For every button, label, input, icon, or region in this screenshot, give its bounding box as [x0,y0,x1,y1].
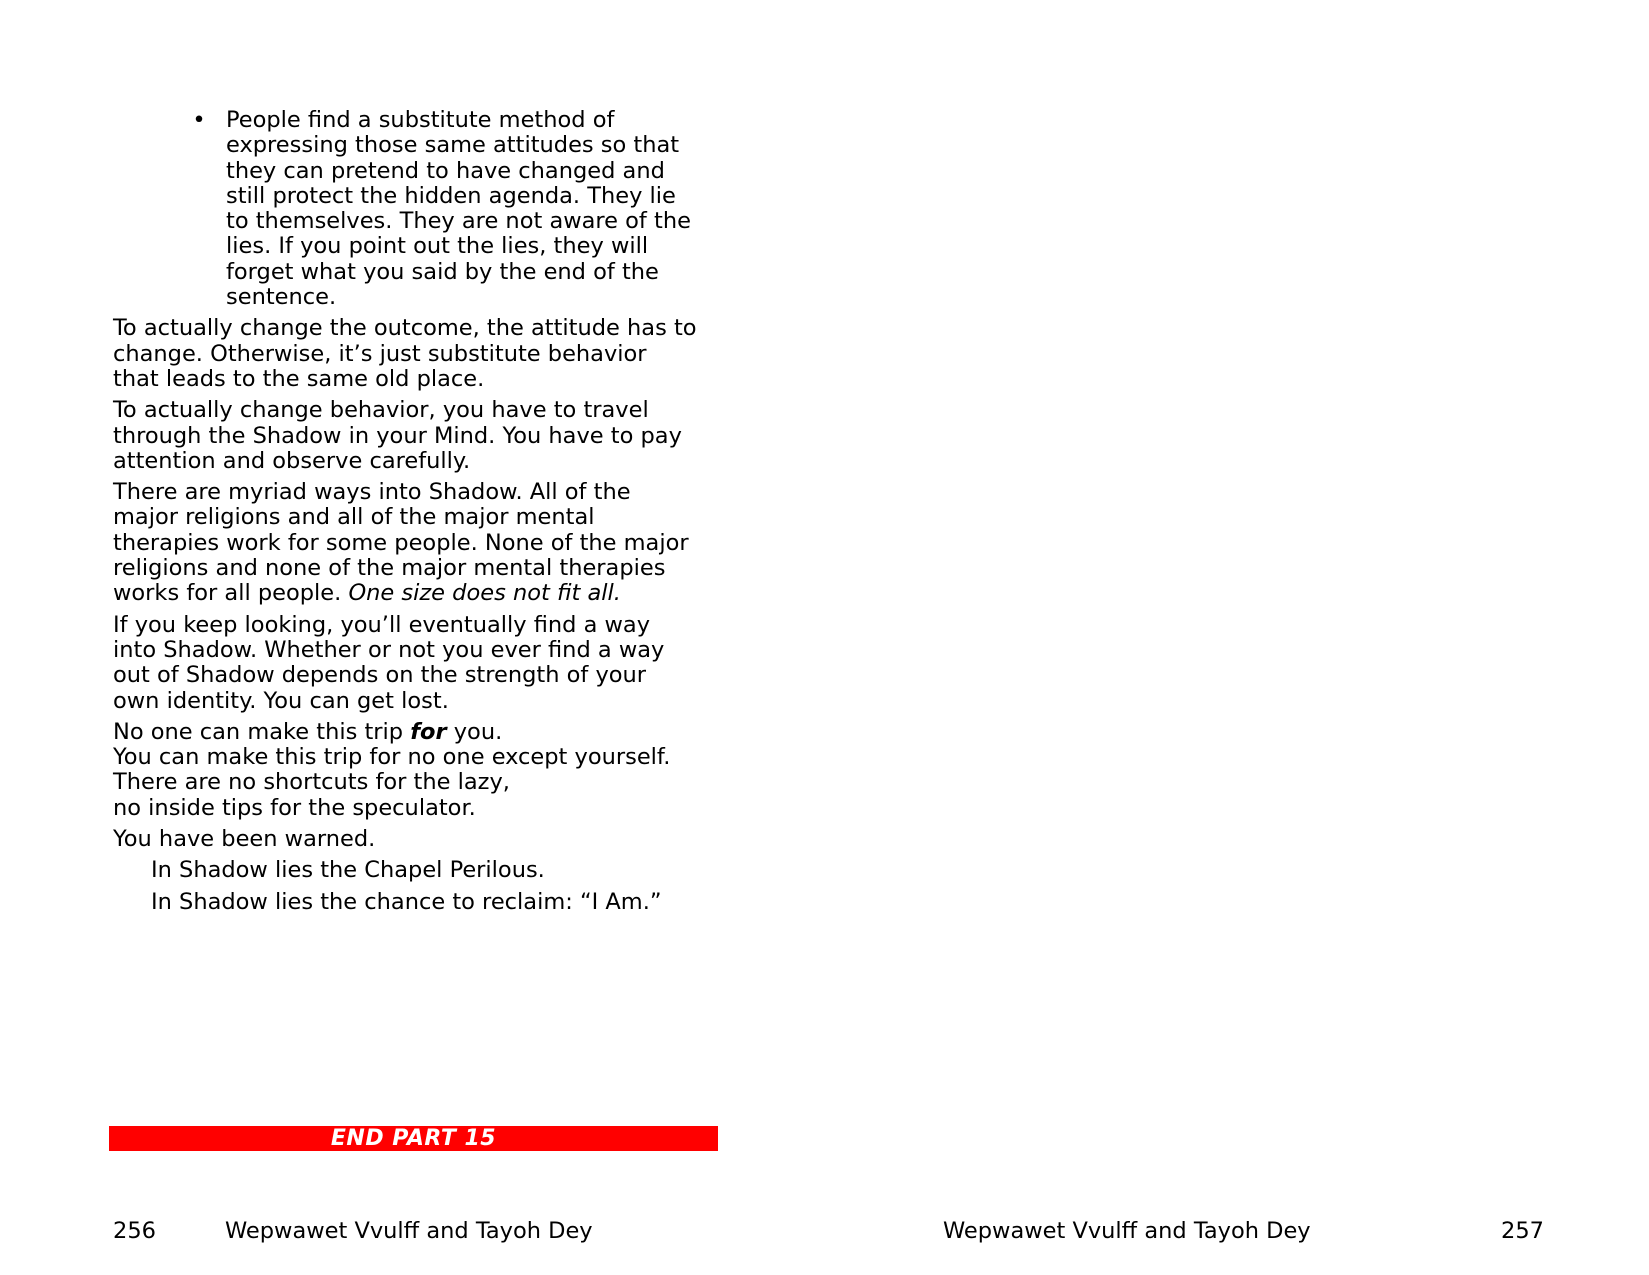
paragraph-line-mixed [113,581,728,606]
paragraph-line: religions and none of the major mental therapies [113,555,666,582]
running-footer-author-right: Wepwawet Vvulff and Tayoh Dey [943,1218,1311,1244]
page-number-left: 256 [113,1218,156,1244]
paragraph-line: You can make this trip for no one except yourself. [113,744,671,771]
paragraph-text: No one can make this trip [113,718,411,745]
paragraph-line: through the Shadow in your Mind. You have to pay [113,422,682,449]
paragraph-line: To actually change behavior, you have to travel [113,397,649,424]
bullet-line: expressing those same attitudes so that [226,132,680,159]
bullet-line: still protect the hidden agenda. They lie [226,182,676,209]
bullet-line: they can pretend to have changed and [226,157,665,184]
paragraph-line-mixed [113,720,728,745]
bullet-line: to themselves. They are not aware of the [226,208,691,235]
indented-line-reclaim [151,890,728,915]
left-page [0,0,824,1275]
right-page [824,0,1649,1275]
paragraph-line: You have been warned. [113,826,376,853]
paragraph-myriad-ways [113,480,728,606]
paragraph-line: that leads to the same old place. [113,365,485,392]
paragraph-text: works for all people. [113,580,349,607]
bullet-line: lies. If you point out the lies, they will [226,233,649,260]
paragraph-keep-looking [113,613,728,714]
page-number-right: 257 [1501,1218,1544,1244]
left-page-body [113,108,728,921]
paragraph-line: own identity. You can get lost. [113,687,449,714]
end-part-banner: END PART 15 [109,1126,718,1151]
paragraph-behavior [113,398,728,474]
bullet-line: forget what you said by the end of the [226,258,659,285]
indented-line-chapel [151,858,728,883]
bullet-list-item [192,107,728,311]
paragraph-line: In Shadow lies the Chapel Perilous. [151,857,545,884]
paragraph-line: major religions and all of the major mental [113,504,595,531]
bold-italic-emphasis: for [410,718,447,745]
paragraph-line: attention and observe carefully. [113,447,471,474]
bullet-line: People find a substitute method of [226,107,615,133]
bullet-icon: • [192,107,206,133]
paragraph-line: To actually change the outcome, the attitude has to [113,315,697,342]
paragraph-line: therapies work for some people. None of the major [113,529,689,556]
paragraph-line: into Shadow. Whether or not you ever find a way [113,636,665,663]
running-footer-author-left: Wepwawet Vvulff and Tayoh Dey [225,1218,593,1244]
italic-emphasis: One size does not fit all. [348,580,621,607]
paragraph-line: no inside tips for the speculator. [113,794,476,821]
paragraph-outcome [113,316,728,392]
paragraph-line: In Shadow lies the chance to reclaim: “I Am.” [151,888,662,915]
paragraph-this-trip [113,720,728,821]
paragraph-text: you. [446,718,503,745]
paragraph-line: If you keep looking, you’ll eventually find a way [113,611,651,638]
paragraph-line: out of Shadow depends on the strength of your [113,662,647,689]
paragraph-line: There are no shortcuts for the lazy, [113,769,510,796]
paragraph-line: There are myriad ways into Shadow. All of the [113,479,631,506]
paragraph-warned [113,827,728,852]
bullet-line: sentence. [226,284,337,311]
paragraph-line: change. Otherwise, it’s just substitute behavior [113,340,647,367]
